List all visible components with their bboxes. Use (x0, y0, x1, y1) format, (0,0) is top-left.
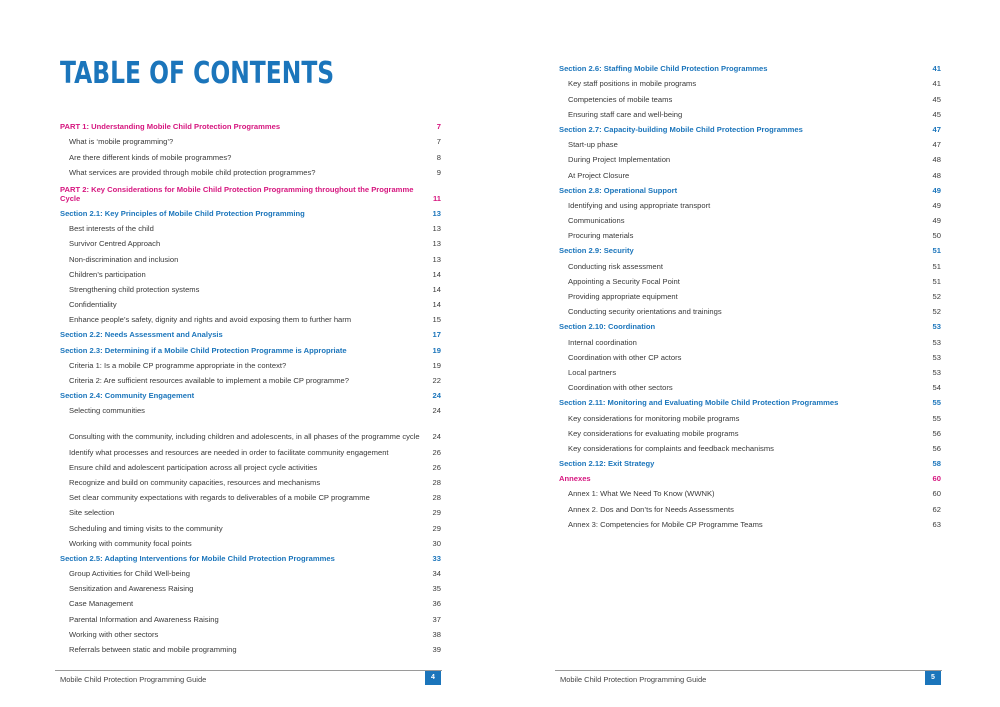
toc-entry-label: Start-up phase (568, 140, 618, 150)
toc-entry-label: Referrals between static and mobile programming (69, 645, 237, 654)
toc-entry-label: Scheduling and timing visits to the community (69, 523, 223, 533)
toc-entry-page: 54 (932, 383, 941, 393)
toc-entry[interactable] (559, 347, 941, 362)
toc-entry-page: 33 (432, 553, 441, 563)
toc-entry-page: 50 (932, 231, 941, 241)
toc-entry-page: 45 (932, 109, 941, 119)
toc-entry-label: Ensure child and adolescent participation across all project cycle activities (69, 462, 318, 472)
toc-entry-page: 28 (432, 493, 441, 503)
toc-entry-page: 28 (432, 477, 441, 487)
toc-entry-label: PART 2: Key Considerations for Mobile Child Protection Programming throughout the Programme Cycle (60, 184, 414, 203)
toc-entry-label: Section 2.4: Community Engagement (60, 391, 195, 401)
toc-entry-page: 14 (432, 269, 441, 279)
toc-entry-page: 29 (432, 523, 441, 533)
toc-entry[interactable] (60, 162, 441, 177)
toc-entry-label: Key staff positions in mobile programs (568, 79, 697, 89)
toc-entry-label: Identify what processes and resources are needed in order to facilitate community engagement (69, 447, 389, 457)
toc-entry[interactable] (60, 593, 441, 608)
toc-entry-label: Conducting security orientations and trainings (568, 307, 722, 317)
toc-entry[interactable] (60, 248, 441, 263)
toc-entry[interactable] (60, 294, 441, 309)
toc-section-heading[interactable] (60, 203, 441, 218)
toc-entry-label: Appointing a Security Focal Point (568, 276, 680, 286)
toc-entry-page: 30 (432, 538, 441, 548)
toc-entry[interactable] (559, 225, 941, 240)
toc-entry[interactable] (60, 146, 441, 161)
toc-entry-page: 13 (432, 239, 441, 249)
toc-entry-page: 24 (432, 406, 441, 416)
toc-entry-label: Section 2.11: Monitoring and Evaluating Mobile Child Protection Programmes (559, 398, 839, 408)
toc-entry-page: 34 (432, 569, 441, 579)
toc-entry[interactable] (60, 624, 441, 639)
toc-entry-page: 53 (932, 352, 941, 362)
toc-entry[interactable] (60, 441, 441, 456)
toc-entry-label: Recognize and build on community capacities, resources and mechanisms (69, 477, 321, 487)
toc-entry[interactable] (559, 73, 941, 88)
toc-entry[interactable] (559, 438, 941, 453)
toc-entry[interactable] (60, 533, 441, 548)
toc-entry-label: Key considerations for evaluating mobile programs (568, 428, 739, 438)
toc-entry-page: 19 (432, 360, 441, 370)
toc-section-heading[interactable] (60, 339, 441, 354)
toc-entry-page: 7 (436, 122, 441, 132)
toc-entry-label: During Project Implementation (568, 155, 671, 165)
page-title: TABLE OF CONTENTS (60, 56, 335, 91)
toc-section-heading[interactable] (559, 468, 941, 483)
toc-entry-label: What is ‘mobile programming’? (69, 137, 174, 147)
toc-entry-page: 56 (932, 428, 941, 438)
toc-entry-label: Procuring materials (568, 231, 634, 241)
toc-entry[interactable] (60, 370, 441, 385)
toc-entry-label: Competencies of mobile teams (568, 94, 673, 104)
toc-entry-page: 52 (932, 307, 941, 317)
toc-entry-label: Section 2.1: Key Principles of Mobile Child Protection Programming (60, 208, 305, 218)
toc-entry[interactable] (559, 423, 941, 438)
footer-divider (555, 670, 942, 671)
toc-entry-label: Site selection (69, 508, 115, 518)
toc-entry[interactable] (60, 309, 441, 324)
toc-entry[interactable] (559, 255, 941, 270)
toc-entry[interactable] (60, 639, 441, 654)
toc-entry-label: Selecting communities (69, 406, 145, 416)
toc-entry-label: Section 2.9: Security (559, 246, 634, 256)
toc-entry-label: Coordination with other sectors (568, 383, 673, 393)
toc-entry-page: 7 (436, 137, 441, 147)
toc-entry-label: Criteria 1: Is a mobile CP programme appropriate in the context? (69, 360, 287, 370)
toc-entry[interactable] (559, 377, 941, 392)
toc-entry-page: 56 (932, 443, 941, 453)
toc-entry[interactable] (559, 149, 941, 164)
toc-entry-label: Enhance people’s safety, dignity and rights and avoid exposing them to further harm (69, 315, 352, 325)
toc-section-heading[interactable] (60, 548, 441, 563)
toc-entry-label: Conducting risk assessment (568, 261, 663, 271)
footer-title: Mobile Child Protection Programming Guide (60, 675, 207, 684)
toc-section-heading[interactable] (559, 119, 941, 134)
toc-list-right (559, 58, 941, 529)
toc-entry[interactable] (60, 502, 441, 517)
toc-entry-page: 41 (932, 79, 941, 89)
toc-entry[interactable] (559, 331, 941, 346)
toc-entry-page: 38 (432, 629, 441, 639)
toc-entry-label: Section 2.5: Adapting Interventions for Mobile Child Protection Programmes (60, 553, 335, 563)
toc-entry[interactable] (559, 301, 941, 316)
toc-entry-page: 26 (432, 447, 441, 457)
toc-entry-page: 22 (432, 376, 441, 385)
toc-entry-page: 13 (432, 208, 441, 218)
toc-entry[interactable] (559, 498, 941, 513)
toc-entry-page: 60 (932, 474, 941, 484)
toc-entry-page: 53 (932, 337, 941, 347)
toc-entry[interactable] (60, 563, 441, 578)
toc-section-heading[interactable] (559, 453, 941, 468)
toc-entry-page: 39 (432, 645, 441, 654)
toc-section-heading[interactable] (60, 116, 441, 131)
toc-entry-page: 26 (432, 462, 441, 472)
toc-entry[interactable] (60, 279, 441, 294)
footer-divider (55, 670, 442, 671)
toc-entry-label: Non-discrimination and inclusion (69, 254, 179, 264)
toc-entry-label: Local partners (568, 367, 617, 377)
toc-entry-label: Set clear community expectations with regards to deliverables of a mobile CP programme (69, 493, 370, 503)
page-number-badge: 4 (425, 671, 441, 685)
toc-entry-label: Working with community focal points (69, 538, 192, 548)
toc-entry-page: 19 (432, 345, 441, 355)
toc-entry-page: 62 (932, 504, 941, 514)
toc-entry-page: 14 (432, 284, 441, 294)
toc-entry[interactable] (60, 457, 441, 472)
toc-entry-label: Annexes (559, 474, 591, 484)
toc-entry[interactable] (60, 400, 441, 415)
toc-entry[interactable] (559, 483, 941, 498)
toc-entry-label: Key considerations for complaints and feedback mechanisms (568, 443, 774, 453)
toc-entry-page: 14 (432, 300, 441, 310)
toc-entry[interactable] (60, 233, 441, 248)
toc-entry-page: 35 (432, 584, 441, 594)
toc-entry-page: 51 (932, 246, 941, 256)
toc-entry-label: Key considerations for monitoring mobile programs (568, 413, 740, 423)
toc-entry-page: 37 (432, 614, 441, 624)
footer-title: Mobile Child Protection Programming Guide (560, 675, 707, 684)
toc-entry-page: 13 (432, 224, 441, 234)
toc-entry-label: Annex 2. Dos and Don’ts for Needs Assessments (568, 504, 734, 514)
toc-entry-label: Are there different kinds of mobile programmes? (69, 152, 232, 162)
toc-entry-page: 60 (932, 489, 941, 499)
toc-entry-page: 58 (932, 459, 941, 469)
toc-entry[interactable] (60, 578, 441, 593)
toc-entry[interactable] (559, 104, 941, 119)
toc-entry-page: 63 (932, 519, 941, 529)
toc-list-left (60, 116, 441, 654)
toc-entry-page: 53 (932, 322, 941, 332)
toc-entry-label: Consulting with the community, including children and adolescents, in all phases of the programme cycle (69, 432, 420, 442)
toc-section-heading[interactable] (60, 177, 441, 203)
toc-entry-page: 48 (932, 155, 941, 165)
toc-entry-label: Ensuring staff care and well-being (568, 109, 683, 119)
toc-section-heading[interactable] (559, 316, 941, 331)
toc-entry[interactable] (60, 264, 441, 279)
toc-entry-page: 24 (432, 391, 441, 401)
toc-entry-label: Section 2.2: Needs Assessment and Analysis (60, 330, 223, 340)
toc-entry-label: What services are provided through mobile child protection programmes? (69, 167, 316, 177)
toc-entry-label: Confidentiality (69, 300, 117, 310)
toc-entry-page: 52 (932, 292, 941, 301)
toc-entry-label: Internal coordination (568, 337, 637, 347)
toc-entry-label: PART 1: Understanding Mobile Child Protection Programmes (60, 122, 281, 132)
toc-entry-page: 48 (932, 170, 941, 180)
toc-entry[interactable] (559, 362, 941, 377)
toc-entry-page: 53 (932, 367, 941, 377)
toc-entry-label: Best interests of the child (69, 224, 154, 234)
toc-entry-page: 17 (432, 330, 441, 340)
page-number-badge: 5 (925, 671, 941, 685)
toc-entry-label: Section 2.3: Determining if a Mobile Child Protection Programme is Appropriate (60, 345, 347, 355)
toc-entry[interactable] (559, 164, 941, 179)
toc-section-heading[interactable] (559, 58, 941, 73)
toc-entry-page: 47 (932, 124, 941, 134)
toc-entry-page: 55 (932, 398, 941, 408)
toc-entry-label: Identifying and using appropriate transport (568, 200, 711, 210)
toc-entry[interactable] (60, 415, 441, 441)
toc-entry[interactable] (559, 286, 941, 301)
toc-entry[interactable] (60, 608, 441, 623)
toc-entry[interactable] (559, 134, 941, 149)
toc-entry-page: 13 (432, 254, 441, 264)
toc-entry-label: Section 2.8: Operational Support (559, 185, 678, 195)
toc-entry[interactable] (60, 472, 441, 487)
toc-entry[interactable] (559, 88, 941, 103)
toc-entry-page: 15 (432, 315, 441, 325)
toc-entry-label: Case Management (69, 599, 134, 609)
toc-section-heading[interactable] (60, 324, 441, 339)
toc-entry-page: 47 (932, 140, 941, 150)
toc-entry-label: Annex 3: Competencies for Mobile CP Programme Teams (568, 519, 763, 529)
toc-entry[interactable] (559, 407, 941, 422)
toc-entry-label: Communications (568, 216, 625, 226)
toc-entry-page: 29 (432, 508, 441, 518)
toc-entry-page: 49 (932, 216, 941, 226)
toc-entry[interactable] (60, 218, 441, 233)
toc-entry-page: 11 (432, 193, 441, 203)
toc-entry-page: 9 (436, 167, 441, 177)
toc-entry[interactable] (60, 487, 441, 502)
toc-entry-label: Group Activities for Child Well-being (69, 569, 190, 579)
right-page (500, 0, 1000, 707)
toc-entry-page: 51 (932, 276, 941, 286)
toc-entry-label: Working with other sectors (69, 629, 159, 639)
toc-entry-label: At Project Closure (568, 170, 630, 180)
toc-entry-page: 24 (432, 432, 441, 442)
toc-entry-label: Coordination with other CP actors (568, 352, 682, 362)
toc-entry[interactable] (559, 195, 941, 210)
toc-entry-page: 45 (932, 94, 941, 104)
toc-entry-label: Section 2.7: Capacity-building Mobile Child Protection Programmes (559, 124, 803, 134)
toc-section-heading[interactable] (559, 240, 941, 255)
toc-entry-label: Section 2.10: Coordination (559, 322, 656, 332)
toc-entry-page: 36 (432, 599, 441, 609)
toc-section-heading[interactable] (559, 392, 941, 407)
toc-entry-label: Providing appropriate equipment (568, 292, 678, 301)
toc-entry-page: 41 (932, 64, 941, 74)
toc-entry-page: 49 (932, 185, 941, 195)
toc-entry-page: 49 (932, 200, 941, 210)
toc-entry[interactable] (60, 517, 441, 532)
toc-entry-page: 55 (932, 413, 941, 423)
toc-entry-label: Annex 1: What We Need To Know (WWNK) (568, 489, 715, 499)
toc-section-heading[interactable] (559, 180, 941, 195)
toc-entry[interactable] (559, 210, 941, 225)
toc-entry[interactable] (559, 514, 941, 529)
toc-entry-label: Survivor Centred Approach (69, 239, 161, 249)
toc-entry-label: Sensitization and Awareness Raising (69, 584, 194, 594)
toc-entry-page: 8 (436, 152, 441, 162)
toc-entry-label: Parental Information and Awareness Raising (69, 614, 219, 624)
toc-entry-page: 51 (932, 261, 941, 271)
toc-section-heading[interactable] (60, 385, 441, 400)
toc-entry[interactable] (559, 271, 941, 286)
toc-entry-label: Strengthening child protection systems (69, 284, 200, 294)
toc-entry-label: Children’s participation (69, 269, 146, 279)
toc-entry[interactable] (60, 131, 441, 146)
toc-entry-label: Section 2.12: Exit Strategy (559, 459, 655, 469)
toc-entry-label: Criteria 2: Are sufficient resources available to implement a mobile CP programme? (69, 376, 349, 385)
toc-entry-label: Section 2.6: Staffing Mobile Child Protection Programmes (559, 64, 768, 74)
toc-entry[interactable] (60, 355, 441, 370)
